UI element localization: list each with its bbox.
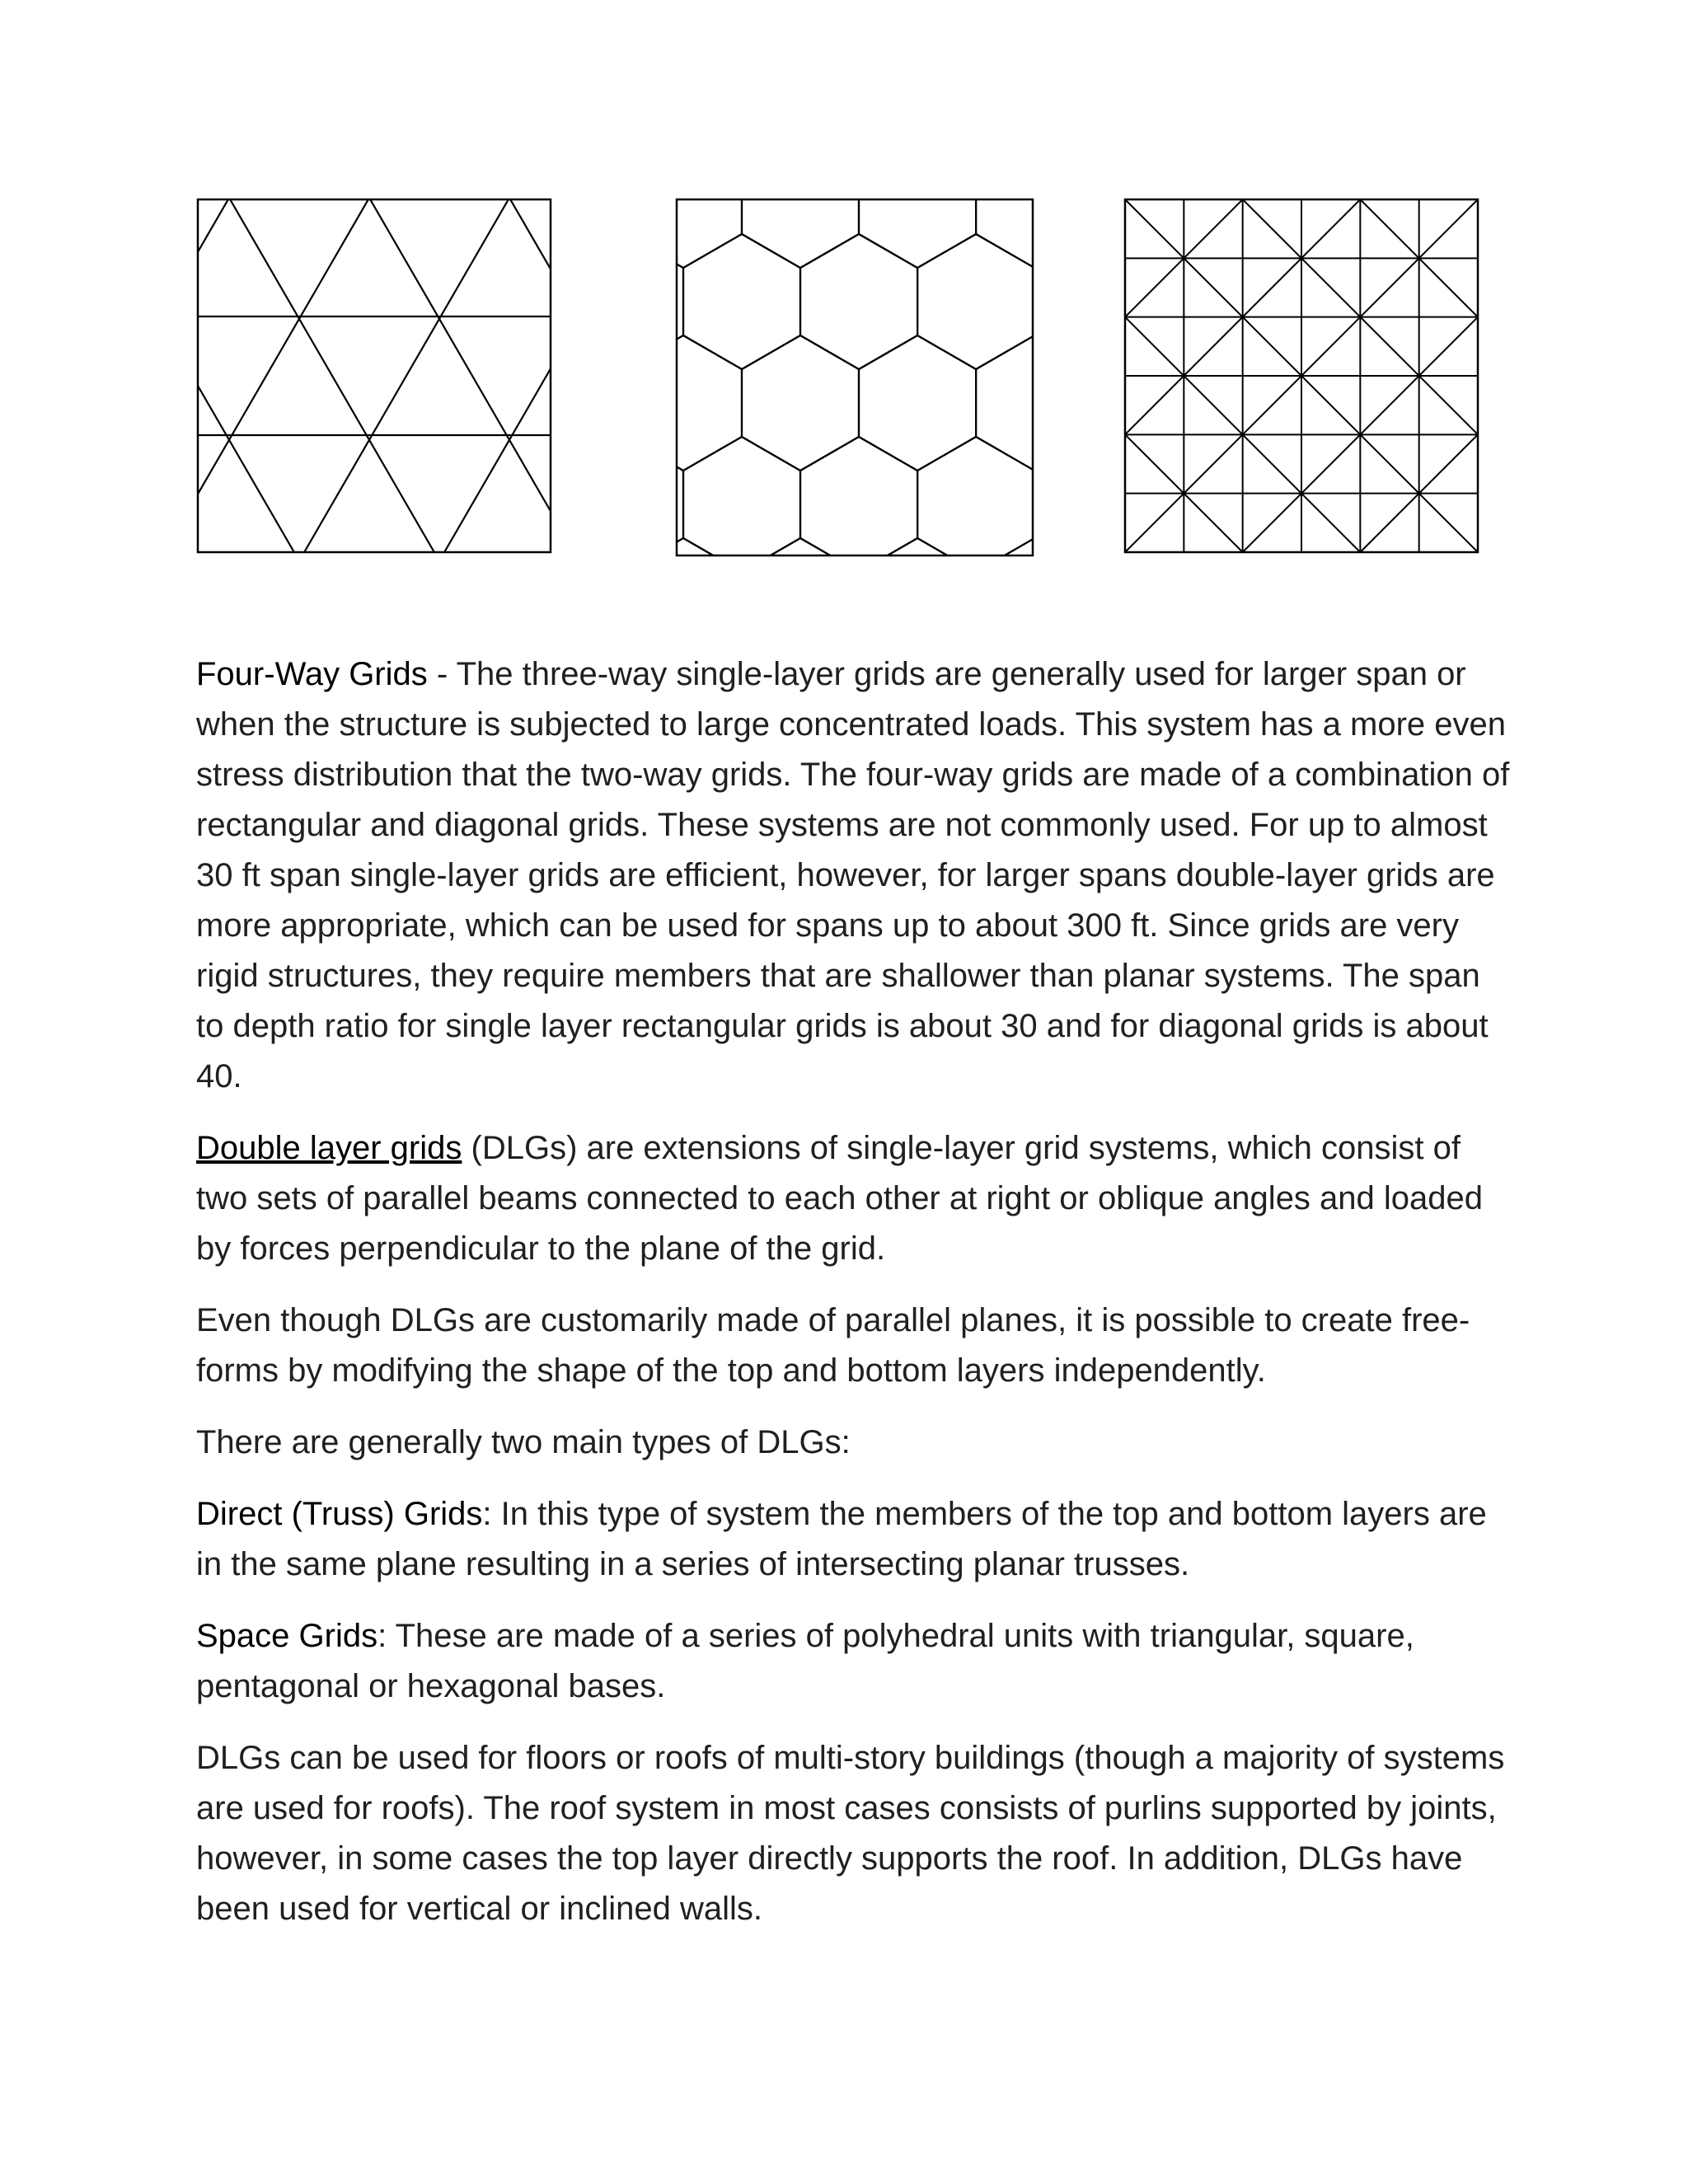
hexagon-cell (976, 198, 1034, 268)
three-way-grid-svg (196, 198, 552, 554)
three-way-grid-diagram (196, 198, 552, 554)
paragraph-text: - The three-way single-layer grids are generally used for larger span or when the structure is subjected to large concentrated loads. This system has a more even stress distribution that the two-way grids. The four-way grids are made of a combination of rectangular and diagonal grids. These systems are not commonly used. For up to almost 30 ft span single-layer grids are efficient, however, for larger spans double-layer grids are more appropriate, which can be used for spans up to about 300 ft. Since grids are very rigid structures, they require members that are shallower than planar systems. The span to depth ratio for single layer rectangular grids is about 30 and for diagonal grids is about 40. (196, 656, 1510, 1094)
paragraph-space-grids (196, 1611, 1515, 1712)
hexagon-cell (675, 198, 742, 268)
term-double-layer-grids: Double layer grids (196, 1130, 462, 1166)
term-direct-truss-grids: Direct (Truss) Grids (196, 1496, 483, 1532)
hexagonal-grid-svg (675, 198, 1034, 557)
hexagon-cell (675, 335, 742, 471)
hexagon-cell (683, 234, 800, 369)
paragraph-direct-grids (196, 1489, 1515, 1590)
hexagon-cell (859, 198, 976, 268)
paragraph-double-layer-grids (196, 1123, 1515, 1274)
hexagon-cell (742, 538, 859, 557)
term-space-grids: Space Grids (196, 1618, 378, 1654)
paragraph-four-way-grids (196, 649, 1515, 1102)
hexagon-cell (917, 234, 1034, 369)
term-four-way-grids: Four-Way Grids (196, 656, 428, 692)
hexagon-cell (976, 335, 1034, 471)
paragraph-text: : These are made of a series of polyhedral units with triangular, square, pentagonal or hexagonal bases. (196, 1618, 1414, 1704)
hexagon-cell (800, 437, 917, 557)
hexagon-cell (859, 538, 976, 557)
paragraph-dlg-uses: DLGs can be used for floors or roofs of multi-story buildings (though a majority of systems are used for roofs). The roof system in most cases consists of purlins supported by joints, however, in some cases the top layer directly supports the roof. In addition, DLGs have been used for vertical or inclined walls. (196, 1740, 1505, 1927)
hexagon-cell (917, 437, 1034, 557)
hexagonal-grid-diagram (675, 198, 1034, 557)
hexagon-cell (859, 335, 976, 471)
paragraph-text: (DLGs) are extensions of single-layer grid systems, which consist of two sets of parallel beams connected to each other at right or oblique angles and loaded by forces perpendicular to the plane of the grid. (196, 1130, 1484, 1267)
body-text (196, 649, 1515, 1956)
four-way-grid-svg (1123, 198, 1479, 554)
hexagon-cell (742, 198, 859, 268)
hexagon-cell (800, 234, 917, 369)
hexagon-cell (742, 335, 859, 471)
hexagon-cell (683, 437, 800, 557)
paragraph-free-forms: Even though DLGs are customarily made of parallel planes, it is possible to create free-forms by modifying the shape of the top and bottom layers independently. (196, 1302, 1470, 1389)
hexagon-cell (675, 538, 742, 557)
paragraph-types-intro: There are generally two main types of DLGs: (196, 1424, 851, 1460)
hexagon-cell (976, 538, 1034, 557)
paragraph-text: : In this type of system the members of the top and bottom layers are in the same plane resulting in a series of intersecting planar trusses. (196, 1496, 1487, 1582)
four-way-grid-diagram (1123, 198, 1479, 554)
